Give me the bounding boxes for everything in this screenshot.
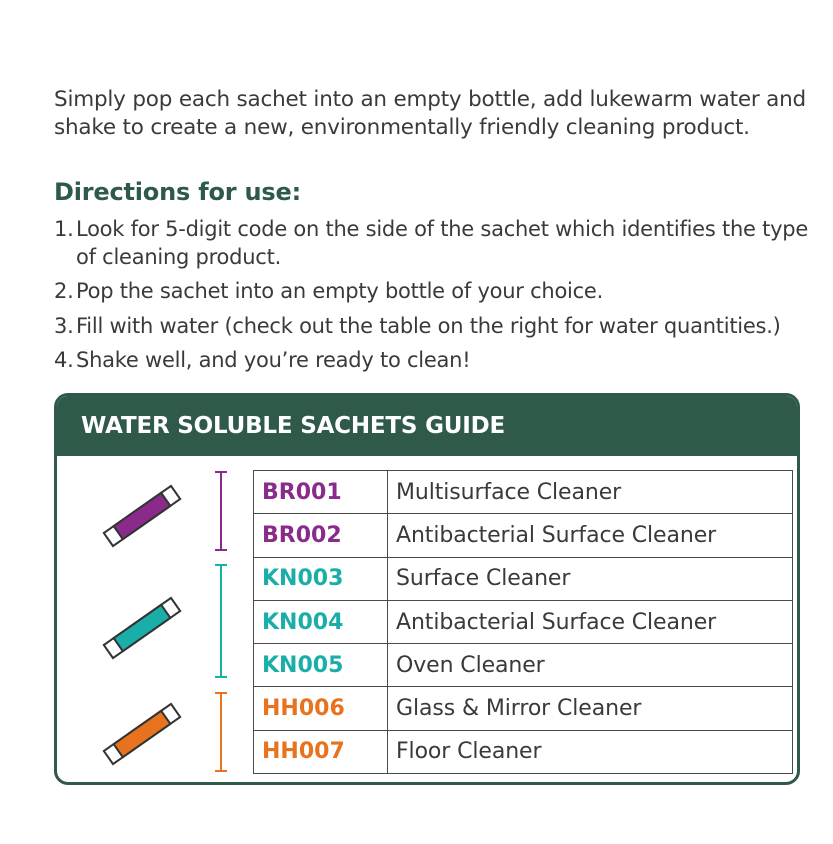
- product-name: Glass & Mirror Cleaner: [388, 687, 793, 730]
- table-row: [254, 514, 793, 557]
- orange-group-bracket: [215, 692, 227, 772]
- purple-sachet-icon: [97, 476, 187, 556]
- sachet-code: BR001: [254, 471, 388, 514]
- directions-list: [54, 216, 829, 382]
- table-row: [254, 644, 793, 687]
- product-name: Multisurface Cleaner: [388, 471, 793, 514]
- step-number: 3.: [54, 313, 74, 338]
- table-row: [254, 600, 793, 643]
- product-name: Surface Cleaner: [388, 557, 793, 600]
- step-text: Pop the sachet into an empty bottle of your choice.: [76, 279, 604, 303]
- direction-step: [54, 313, 829, 341]
- sachets-guide: [54, 393, 800, 785]
- sachet-code: HH006: [254, 687, 388, 730]
- direction-step: [54, 347, 829, 375]
- step-text: Look for 5-digit code on the side of the sachet which identifies the type of cleaning product.: [76, 217, 809, 269]
- orange-sachet-icon: [97, 694, 187, 774]
- sachet-code: HH007: [254, 730, 388, 773]
- table-row: [254, 471, 793, 514]
- teal-sachet-icon: [97, 588, 187, 668]
- sachet-code: KN005: [254, 644, 388, 687]
- step-text: Fill with water (check out the table on the right for water quantities.): [76, 313, 781, 338]
- sachet-code: KN004: [254, 600, 388, 643]
- sachet-code: KN003: [254, 557, 388, 600]
- guide-title: WATER SOLUBLE SACHETS GUIDE: [57, 396, 797, 456]
- step-number: 2.: [54, 279, 74, 303]
- product-name: Floor Cleaner: [388, 730, 793, 773]
- sachet-codes-table: [253, 470, 793, 774]
- step-text: Shake well, and you’re ready to clean!: [76, 348, 471, 372]
- table-row: [254, 557, 793, 600]
- step-number: 1.: [54, 217, 74, 241]
- table-row: [254, 687, 793, 730]
- purple-group-bracket: [215, 471, 227, 551]
- step-number: 4.: [54, 348, 74, 372]
- direction-step: [54, 278, 829, 306]
- product-name: Antibacterial Surface Cleaner: [388, 600, 793, 643]
- product-name: Antibacterial Surface Cleaner: [388, 514, 793, 557]
- direction-step: [54, 216, 829, 271]
- intro-text: Simply pop each sachet into an empty bottle, add lukewarm water and shake to create a new, environmentally friendly cleaning product.: [54, 87, 806, 140]
- product-name: Oven Cleaner: [388, 644, 793, 687]
- teal-group-bracket: [215, 564, 227, 678]
- sachet-code: BR002: [254, 514, 388, 557]
- table-row: [254, 730, 793, 773]
- directions-heading: Directions for use:: [54, 178, 301, 206]
